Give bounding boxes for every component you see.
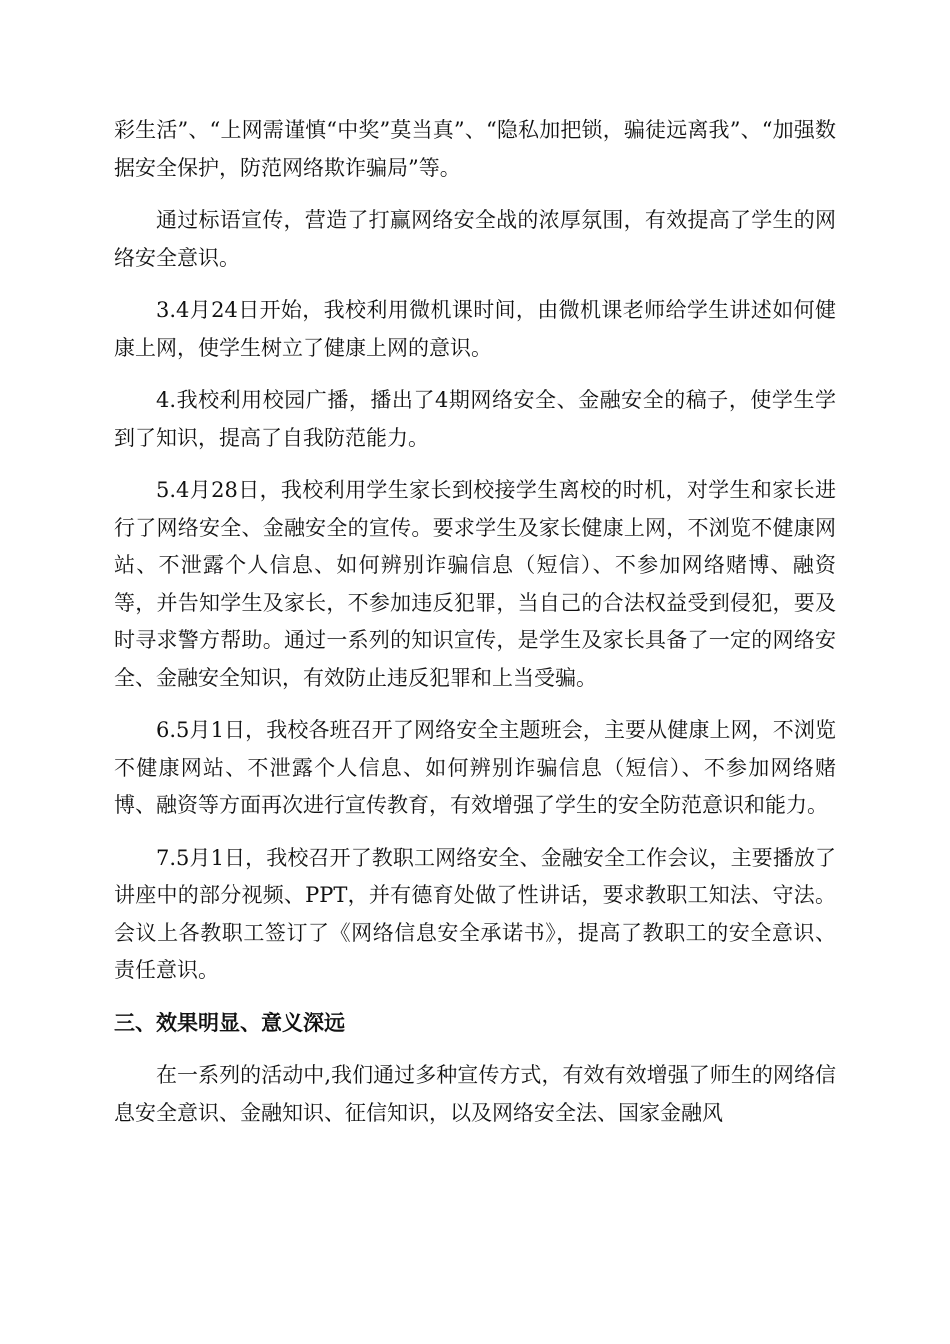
document-body: [114, 112, 836, 1147]
paragraph-item-5: 5.4月28日，我校利用学生家长到校接学生离校的时机，对学生和家长进行了网络安全、金融安全的宣传。要求学生及家长健康上网，不浏览不健康网站、不泄露个人信息、如何辨别诈骗信息（短信）、不参加网络赌博、融资等，并告知学生及家长，不参加违反犯罪，当自己的合法权益受到侵犯，要及时寻求警方帮助。通过一系列的知识宣传，是学生及家长具备了一定的网络安全、金融安全知识，有效防止违反犯罪和上当受骗。: [114, 478, 836, 690]
paragraph-slogans-continued: 彩生活”、“上网需谨慎“中奖”莫当真”、“隐私加把锁，骗徒远离我”、“加强数据安全保护，防范网络欺诈骗局”等。: [114, 118, 836, 180]
paragraph-slogan-effect: 通过标语宣传，营造了打赢网络安全战的浓厚氛围，有效提高了学生的网络安全意识。: [114, 208, 836, 270]
paragraph-results: 在一系列的活动中,我们通过多种宣传方式，有效有效增强了师生的网络信息安全意识、金融知识、征信知识，以及网络安全法、国家金融风: [114, 1063, 836, 1125]
section-heading: 三、效果明显、意义深远: [114, 1010, 345, 1035]
paragraph-item-6: 6.5月1日，我校各班召开了网络安全主题班会，主要从健康上网，不浏览不健康网站、不泄露个人信息、如何辨别诈骗信息（短信）、不参加网络赌博、融资等方面再次进行宣传教育，有效增强了学生的安全防范意识和能力。: [114, 718, 836, 817]
paragraph-item-4: 4.我校利用校园广播，播出了4期网络安全、金融安全的稿子，使学生学到了知识，提高了自我防范能力。: [114, 388, 836, 450]
paragraph-item-7: 7.5月1日，我校召开了教职工网络安全、金融安全工作会议，主要播放了讲座中的部分视频、PPT，并有德育处做了性讲话，要求教职工知法、守法。会议上各教职工签订了《网络信息安全承诺书》，提高了教职工的安全意识、责任意识。: [114, 845, 836, 982]
paragraph-item-3: 3.4月24日开始，我校利用微机课时间，由微机课老师给学生讲述如何健康上网，使学生树立了健康上网的意识。: [114, 298, 836, 360]
